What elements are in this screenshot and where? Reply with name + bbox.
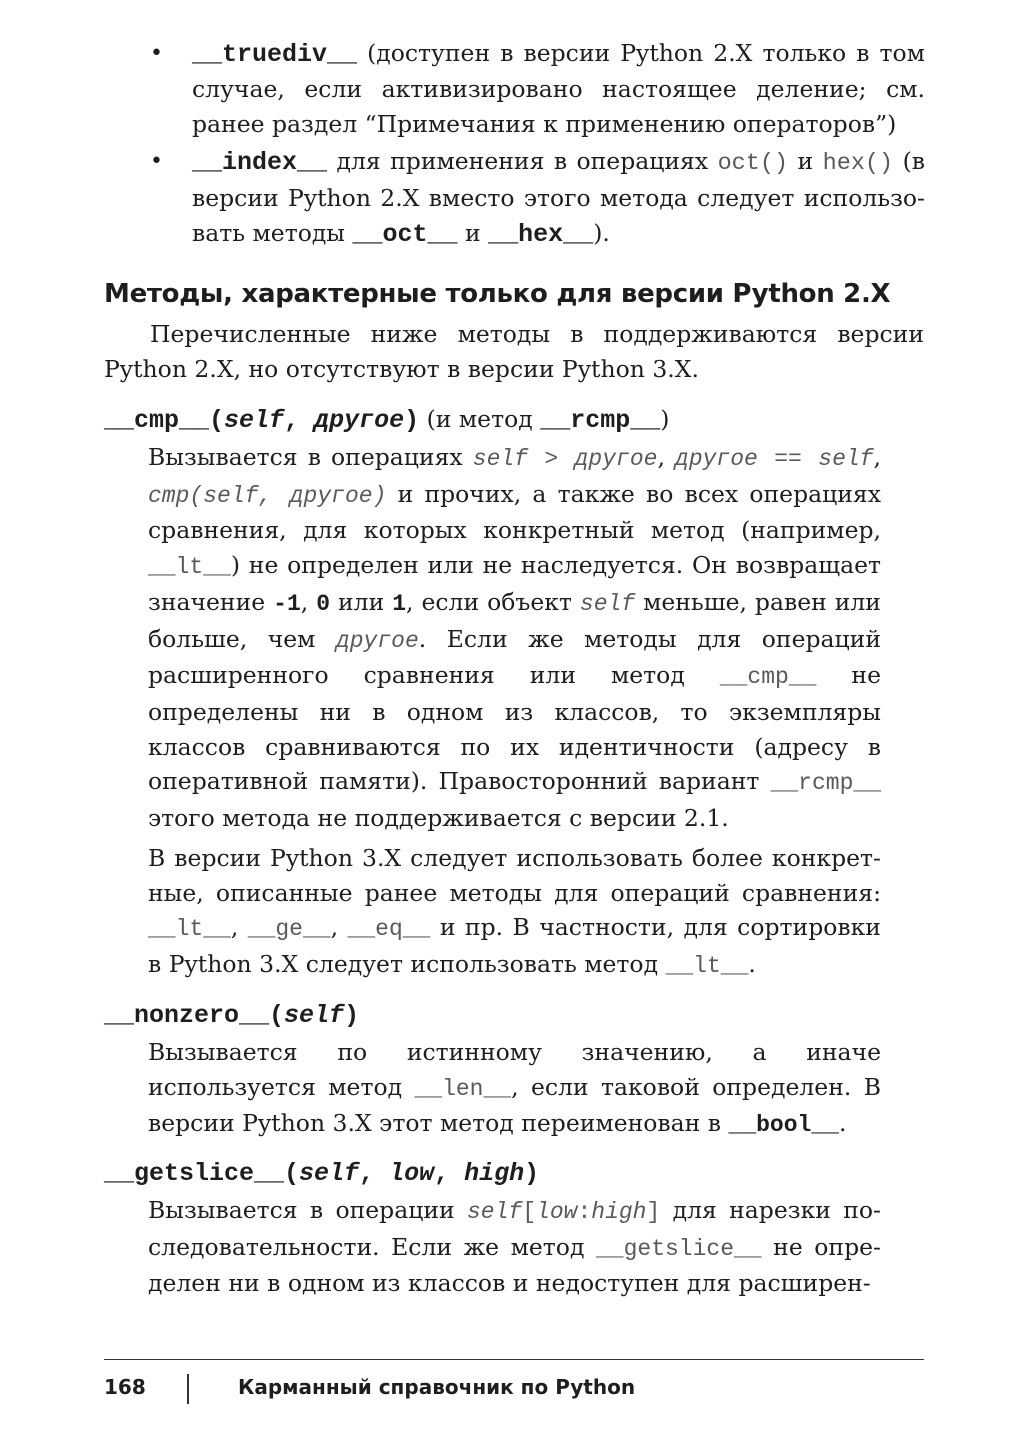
- bullet-index: [150, 144, 925, 252]
- bullet-list: [150, 36, 925, 254]
- code-expr: low: [536, 1199, 578, 1225]
- section-heading: Методы, характерные только для версии Python 2.X: [104, 279, 891, 309]
- bullet-text: и: [797, 147, 814, 175]
- footer-rule: [104, 1359, 924, 1360]
- paren: (: [284, 1159, 300, 1188]
- code-expr: [: [522, 1199, 537, 1225]
- method-hex: __hex__: [488, 220, 594, 249]
- bullet-dot: •: [150, 149, 163, 174]
- comma: ,: [359, 1159, 390, 1188]
- entry-body-cmp-p1: [148, 440, 881, 836]
- arg: self: [284, 1001, 345, 1030]
- text: ,: [330, 913, 339, 942]
- bullet-dot: •: [150, 41, 163, 66]
- arg: high: [464, 1159, 525, 1188]
- bullet-text: (в версии Python 2.X вместо этого метода следует использовать методы: [192, 147, 925, 247]
- code-ref: __lt__: [665, 953, 749, 980]
- text: ) не определен или не наследуется. Он возвращает значение: [148, 551, 881, 616]
- text: Вызывается по истинному значению, а иначе используется метод: [148, 1038, 881, 1101]
- code-ref: __cmp__: [719, 664, 817, 691]
- comma: ,: [284, 406, 315, 435]
- footer-divider: [187, 1374, 189, 1404]
- code-ref: __rcmp__: [770, 770, 881, 797]
- code-expr: ]: [646, 1199, 661, 1225]
- text: .: [748, 950, 756, 979]
- code-expr: другое == self: [675, 446, 874, 472]
- code-ref: __len__: [414, 1075, 512, 1102]
- text: В версии Python 3.X следует использовать более конкретные, описанные ранее методы для операций сравнения:: [148, 844, 881, 907]
- page-number: 168: [104, 1375, 146, 1399]
- code-value: -1: [273, 590, 301, 617]
- code-expr: self: [579, 590, 636, 617]
- code-expr: другое: [335, 627, 419, 654]
- code-value: 1: [392, 590, 407, 617]
- arg: другое: [314, 406, 405, 435]
- paren: ): [524, 1159, 540, 1188]
- text: , если таковой определен. В версии Python 3.X этот метод переименован в: [148, 1072, 881, 1138]
- entry-heading-getslice: [104, 1155, 539, 1191]
- text: ,: [873, 443, 881, 471]
- text: не определены ни в одном из классов, то экземпляры классов сравниваются по их идентичности (адресу в оперативной памяти). Правосторонний вариант: [148, 661, 881, 796]
- section-intro: Перечисленные ниже методы в поддерживаются версии Python 2.X, но отсутствуют в версии Python 3.X.: [104, 320, 924, 383]
- paren: ): [344, 1001, 360, 1030]
- arg: self: [224, 406, 285, 435]
- text: ,: [300, 587, 309, 616]
- entry-heading-nonzero: [104, 997, 359, 1033]
- text: этого метода не поддерживается с версии 2.1.: [148, 804, 729, 833]
- text: ,: [230, 913, 239, 942]
- text: . Если же методы для операций расширенного сравнения или метод: [148, 624, 881, 690]
- text: или: [337, 587, 385, 616]
- comma: ,: [434, 1159, 465, 1188]
- text: не определен ни в одном из классов и недоступен для расширен-: [148, 1232, 881, 1298]
- bullet-truediv: [150, 36, 925, 142]
- code-expr: cmp(self, другое): [148, 482, 387, 509]
- code-expr: self > другое: [472, 446, 658, 472]
- text: ,: [657, 443, 665, 471]
- code-expr: high: [591, 1199, 647, 1225]
- bullet-text: для применения в операциях: [336, 147, 709, 175]
- method-name: __rcmp__: [540, 406, 661, 435]
- text: и прочих, а также во всех операциях сравнения, для которых конкретный метод (например,: [148, 479, 881, 545]
- code-ref: __getslice__: [595, 1235, 762, 1262]
- bullet-text: ).: [593, 219, 610, 247]
- bullet-text: (доступен в версии Python 2.X только в том случае, если активизировано настоящее деление; см. ранее раздел “Примечания к применению операторов”): [192, 39, 925, 138]
- entry-body-nonzero: [148, 1035, 881, 1143]
- entry-body-getslice: [148, 1193, 881, 1301]
- text: меньше, равен или больше, чем: [148, 587, 881, 653]
- method-name: __getslice__: [104, 1159, 285, 1188]
- paren: (: [269, 1001, 285, 1030]
- method-truediv: __truediv__: [192, 40, 358, 69]
- note-text: (и метод: [426, 405, 533, 433]
- bullet-text: и: [465, 219, 481, 247]
- text: .: [838, 1109, 847, 1138]
- text: Вызывается в операции: [148, 1196, 455, 1224]
- text: для нарезки последовательности. Если же метод: [148, 1196, 881, 1261]
- text: и пр. В частности, для сортировки в Python 3.X следует использовать метод: [148, 913, 881, 979]
- method-oct: __oct__: [352, 220, 458, 249]
- code-ref: __ge__: [247, 916, 331, 943]
- paren: (: [209, 406, 225, 435]
- entry-body-cmp-p2: [148, 841, 881, 984]
- code-ref: __eq__: [347, 916, 431, 943]
- entry-heading-cmp: [104, 402, 669, 438]
- fn-hex: hex(): [822, 150, 894, 177]
- text: , если объект: [406, 587, 572, 616]
- code-ref: __lt__: [148, 554, 231, 581]
- paren: ): [404, 406, 420, 435]
- code-value: 0: [316, 590, 331, 617]
- running-title: Карманный справочник по Python: [238, 1375, 636, 1399]
- note-text: ): [660, 405, 670, 433]
- code-expr: self: [467, 1199, 523, 1225]
- code-ref: __lt__: [148, 916, 231, 943]
- method-index: __index__: [192, 148, 328, 177]
- arg: low: [389, 1159, 435, 1188]
- text: Вызывается в операциях: [148, 443, 463, 471]
- method-name: __cmp__: [104, 406, 210, 435]
- fn-oct: oct(): [717, 150, 789, 177]
- code-expr: :: [577, 1199, 592, 1225]
- code-ref: __bool__: [728, 1112, 839, 1139]
- method-name: __nonzero__: [104, 1001, 270, 1030]
- arg: self: [299, 1159, 360, 1188]
